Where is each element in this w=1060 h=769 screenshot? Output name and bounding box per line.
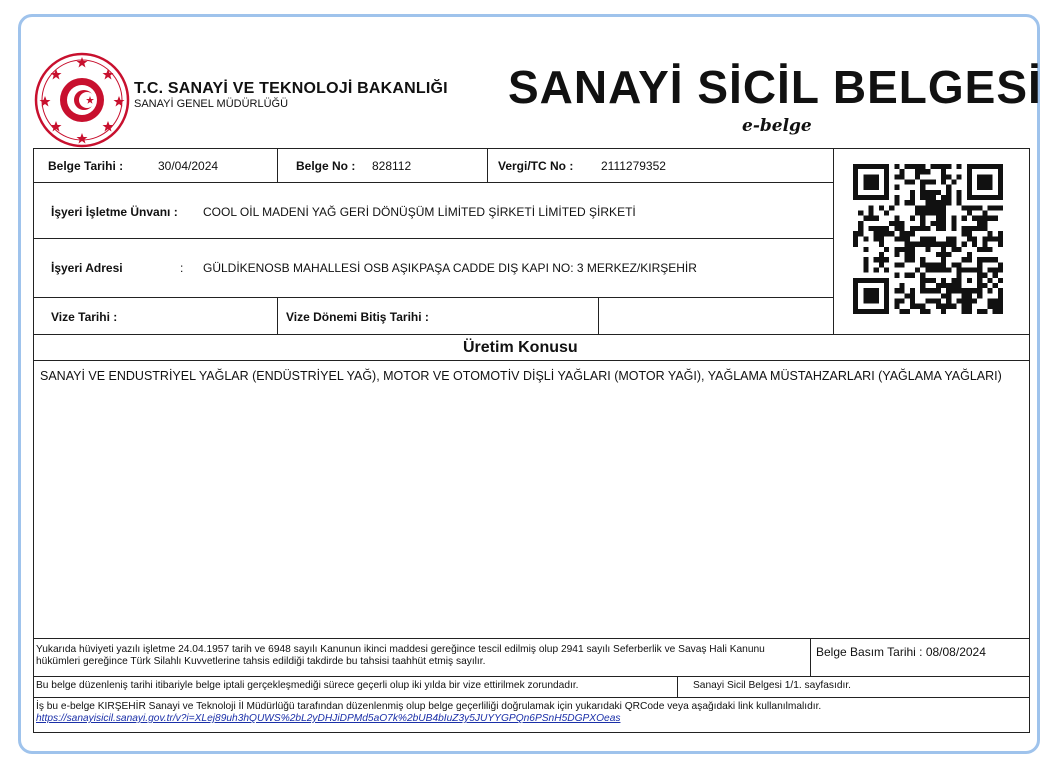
row-divider [33, 238, 833, 239]
ministry-name: T.C. SANAYİ VE TEKNOLOJİ BAKANLIĞI [134, 80, 448, 97]
row-divider [33, 360, 1030, 361]
col-divider [810, 638, 811, 676]
row-divider [33, 334, 1030, 335]
col-divider [277, 297, 278, 334]
col-divider [487, 148, 488, 182]
belge-no-label: Belge No : [296, 159, 356, 173]
page-info: Sanayi Sicil Belgesi 1/1. sayfasıdır. [693, 680, 851, 691]
col-divider [598, 297, 599, 334]
production-title: Üretim Konusu [463, 339, 578, 356]
verification-note: İş bu e-belge KIRŞEHİR Sanayi ve Teknoloji İl Müdürlüğü tarafından düzenlenmiş olup belge geçerliliği doğrulamak için yukarıdaki QRCode veya aşağıdaki link kullanılmalıdır. [36, 701, 822, 712]
production-text: SANAYİ VE ENDUSTRİYEL YAĞLAR (ENDÜSTRİYEL YAĞ), MOTOR VE OTOMOTİV DİŞLİ YAĞLARI (MOTOR YAĞI), YAĞLAMA MÜSTAHZARLARI (YAĞLAMA YAĞLARI) [40, 369, 1002, 383]
ministry-seal-icon [34, 52, 130, 148]
belge-no-value: 828112 [372, 159, 412, 173]
belge-tarihi-value: 30/04/2024 [158, 159, 219, 173]
row-divider [33, 182, 833, 183]
print-date: Belge Basım Tarihi : 08/08/2024 [816, 645, 986, 659]
vergi-no-label: Vergi/TC No : [498, 159, 574, 173]
legal-note: Yukarıda hüviyeti yazılı işletme 24.04.1957 tarih ve 6948 sayılı Kanunun ikinci maddesi gereğince tescil edilmiş olup 2941 sayılı Seferberlik ve Savaş Hali Kanunu hükümleri gereğince Türk Silahlı Kuvvetlerine tahsis edildiği takdirde bu tahsisi taahhüt etmiş sayılır. [36, 644, 765, 667]
document-title: SANAYİ SİCİL BELGESİ [508, 61, 1042, 113]
row-divider [33, 697, 1030, 698]
vize-tarihi-label: Vize Tarihi : [51, 310, 118, 324]
belge-tarihi-label: Belge Tarihi : [48, 159, 124, 173]
unvan-label: İşyeri İşletme Ünvanı : [51, 205, 178, 219]
vize-bitis-label: Vize Dönemi Bitiş Tarihi : [286, 310, 429, 324]
row-divider [33, 676, 1030, 677]
unvan-value: COOL OİL MADENİ YAĞ GERİ DÖNÜŞÜM LİMİTED ŞİRKETİ LİMİTED ŞİRKETİ [203, 205, 636, 219]
ebelge-subtitle: e-belge [742, 116, 812, 136]
qr-divider [833, 148, 834, 334]
col-divider [677, 676, 678, 697]
directorate-name: SANAYİ GENEL MÜDÜRLÜĞÜ [134, 98, 289, 110]
col-divider [277, 148, 278, 182]
adres-colon: : [180, 261, 184, 275]
adres-value: GÜLDİKENOSB MAHALLESİ OSB AŞIKPAŞA CADDE DIŞ KAPI NO: 3 MERKEZ/KIRŞEHİR [203, 261, 697, 275]
verification-link[interactable]: https://sanayisicil.sanayi.gov.tr/v?i=XLej89uh3hQUWS%2bL2yDHJiDPMd5aO7k%2bUB4bIuZ3y5JUYYGPQn6PSnH5DGPXOeas [36, 713, 621, 724]
row-divider [33, 638, 1030, 639]
row-divider [33, 297, 833, 298]
vergi-no-value: 2111279352 [601, 159, 666, 173]
qr-code-icon [853, 164, 1003, 314]
validity-note: Bu belge düzenleniş tarihi itibariyle belge iptali gerçekleşmediği sürece geçerli olup iki yılda bir vize ettirilmek zorundadır. [36, 680, 579, 691]
adres-label: İşyeri Adresi [51, 261, 123, 275]
